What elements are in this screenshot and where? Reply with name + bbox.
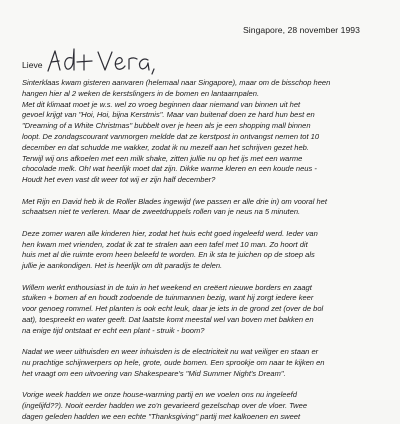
line: hen kwam met vrienden, zodat ik zat te stralen aan een tafel met 10 man. Zo hoort dit: [22, 239, 308, 249]
line: Terwijl wij ons afkoelen met een milk shake, zitten jullie nu op het ijs met een warme: [22, 153, 303, 163]
line: hangen hier al 2 weken de kerstslingers in de bomen en lantaarnpalen.: [22, 88, 260, 98]
line: december en dat schudde me wakker, zodat ik nu mezelf aan het schrijven gezet heb.: [22, 142, 309, 152]
paragraph-1: [22, 78, 386, 186]
line: chocolade melk. Oh! wat heerlijk moet dat zijn. Dikke warme kleren en een koude neus -: [22, 164, 317, 174]
line: gevoel krijgt van "Hoi, Hoi, bijna Kerstmis". Maar van buitenaf doen ze hard hun best en: [22, 110, 315, 120]
line: "Dreaming of a White Christmas" bubbelt over je heen als je een shopping mall binnen: [22, 121, 311, 131]
line: schaatsen niet te verleren. Maar de zweetdruppels rollen van je neus na 5 minuten.: [22, 207, 301, 217]
line: (ingelijfd??). Nooit eerder hadden we zo'n gevarieerd gezelschap over de vloer. Twee: [22, 400, 308, 410]
line: Vorige week hadden we onze house-warming partij en we voelen ons nu ingeleefd: [22, 390, 297, 400]
line: Nadat we weer uithuisden en weer inhuisden is de electriciteit nu wat veiliger en staan er: [22, 347, 319, 357]
line: Met dit klimaat moet je w.s. wel zo vroeg beginnen daar niemand van binnen uit het: [22, 99, 301, 109]
letter-date: Singapore, 28 november 1993: [243, 25, 360, 35]
line: nu prachtige schijnwerpers op hele, grote, oude bomen. Een sprookje om naar te kijken en: [22, 357, 325, 367]
line: Willem werkt enthousiast in de tuin in het weekend en creëert nieuwe borders en zaagt: [22, 282, 312, 292]
line: aat), toespreekt en water geeft. Dat laatste komt meestal wel van boven met bakken en: [22, 314, 314, 324]
line: Met Rijn en David heb ik de Roller Blades ingewijd (we passen er alle drie in) om vooral het: [22, 196, 327, 206]
line: dagen geleden hadden we een echte "Thanksgiving" partij met kalkoenen en sweet: [22, 411, 301, 421]
salutation: Lieve: [22, 60, 43, 70]
letter-body: [22, 78, 386, 424]
line: Deze zomer waren alle kinderen hier, zodat het huis echt goed ingeleefd werd. Ieder van: [22, 228, 318, 238]
paragraph-3: [22, 229, 386, 272]
line: Sinterklaas kwam gisteren aanvaren (helemaal naar Singapore), maar om de bisschop heen: [22, 78, 331, 87]
line: huis met al die ruimte erom heen beleefd te worden. En ik sta te juichen op de stoep als: [22, 250, 315, 260]
paragraph-2: [22, 197, 386, 219]
line: stuiken + bomen af en houdt zodoende de tuinmannen bezig, want hij zorgt iedere keer: [22, 293, 314, 303]
handwritten-addressee: [44, 43, 164, 77]
line: na enige tijd ontstaat er echt een plant - struik - boom?: [22, 325, 205, 335]
paragraph-5: [22, 347, 386, 379]
line: voor genoeg rommel. Het planten is ook echt leuk, daar je iets in de grond zet (over de bol: [22, 304, 324, 314]
line: jullie je aankondigen. Het is heerlijk om dit paradijs te delen.: [22, 261, 223, 271]
line: loopt. De zondagscourant vanmorgen meldde dat ze kerstpost in ontvangst nemen tot 10: [22, 131, 320, 141]
line: het vraagt om een uitvoering van Shakespeare's "Mid Summer Night's Dream".: [22, 368, 286, 378]
paragraph-4: [22, 283, 386, 337]
paragraph-6: [22, 390, 386, 422]
line: Houdt het even vast dit weer tot wij er zijn half december?: [22, 175, 216, 185]
